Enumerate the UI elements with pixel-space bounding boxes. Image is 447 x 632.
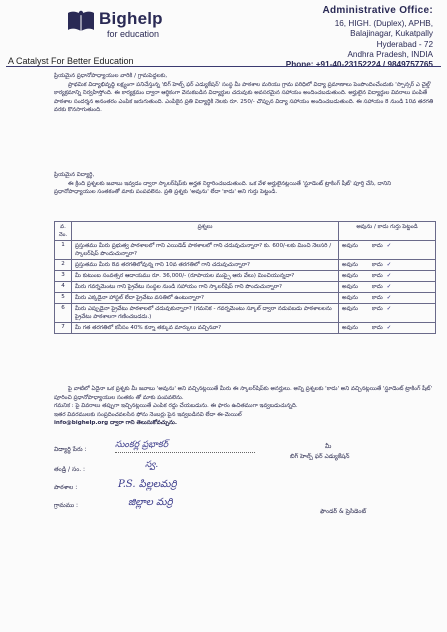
address-line-3: Hyderabad - 72 <box>376 39 433 49</box>
yes-option[interactable]: అవును <box>342 306 358 312</box>
question-text: మీ కుటుంబ సంవత్సర ఆదాయము రూ. 36,000/- (రూపాయల ముప్పై ఆరు వేలు) మించియున్నదా? <box>72 271 339 282</box>
warning-note: గమనిక : పై వివరాలు తప్పుగా ఇచ్చినట్లయితే ఎంపిక రద్దు చేయబడును. ఈ ఫారం ఉచితముగా ఇవ్వబడుచున్నది. <box>54 403 298 410</box>
closing-notes <box>54 385 436 428</box>
address-line-2: Balajinagar, Kukatpally <box>350 29 433 39</box>
question-text: మీరు గవర్నమెంటు గాని ప్రైవేటు సంస్థల నుండి సహాయం గాని స్కాలర్‌షిప్ గాని పొందుచున్నారా? <box>72 282 339 293</box>
founder-label: ఫౌండర్ & ప్రెసిడెంట్ <box>320 508 367 515</box>
question-text: మీరు ఎప్పుడైనా ప్రైవేటు పాఠశాలలో చదువుకున్నారా? (గమనిక - గవర్నమెంటు స్కూల్ ద్వారా నడుపబడు పాఠశాలలను ప్రైవేటు పాఠశాలగా గణించబడదు.) <box>72 304 339 323</box>
school-label: పాఠశాల : <box>54 484 78 491</box>
contact-note: ఇతర వివరములకు సంప్రదించవలసిన ఫోను నెంబర్లు పైన ఇవ్వబడినవి లేదా ఈ-మెయిల్ <box>54 411 242 418</box>
student-name-value[interactable]: సుంకర్ల ప్రభాకర్ <box>115 440 255 453</box>
answer-cell[interactable] <box>339 282 436 293</box>
brand-name: Bighelp <box>99 9 163 28</box>
row-number: 2 <box>55 260 72 271</box>
check-mark-icon: ✓ <box>386 284 392 290</box>
yes-option[interactable]: అవును <box>342 243 358 249</box>
brand-subtitle: for education <box>107 29 160 39</box>
check-mark-icon: ✓ <box>386 295 392 301</box>
phone-line: Phone: +91-40-23152224 / 9849757765 <box>285 60 433 70</box>
student-instructions <box>54 171 434 197</box>
village-value[interactable]: జిల్లాల మర్రి <box>128 497 173 508</box>
father-name-value[interactable]: స్వ. <box>145 460 159 470</box>
student-greeting: ప్రియమైన విద్యార్థి, <box>54 172 95 178</box>
eligibility-table <box>54 221 436 334</box>
table-row <box>55 241 436 260</box>
check-mark-icon: ✓ <box>386 273 392 279</box>
question-text: ప్రస్తుతము మీరు ప్రభుత్వ పాఠశాలలో గాని ఎయిడెడ్ పాఠశాలలో గాని చదువుచున్నారా? కు. 600/-లకు మించి నెలసరి / స్కాలర్‌షిప్ పొందుచున్నారా? <box>72 241 339 260</box>
header-questions: ప్రశ్నలు <box>72 222 339 241</box>
letter-intro <box>54 72 434 115</box>
header-answer: అవును / కాదు గుర్తు పెట్టండి <box>339 222 436 241</box>
school-value[interactable]: P.S. పిల్లలమర్రి <box>118 479 177 490</box>
answer-cell[interactable] <box>339 304 436 323</box>
instructions-paragraph: ఈ క్రింది ప్రశ్నలకు జవాబు ఇవ్వడం ద్వారా స్కాలర్‌షిప్‌కు అర్హత నిర్ధారించబడుతుంది. ఒక వేళ అర్హులైనట్లయితే 'స్టూడెంట్ ట్రాకింగ్ షీట్' పూర్తి చేసి, దానిని ప్రధానోపాధ్యాయుల సంతకంతో మాకు పంపవలెను. ప్రతి ప్రశ్నకు 'అవును' లేదా 'కాదు' అని గుర్తు పెట్టండి. <box>54 180 392 196</box>
yes-option[interactable]: అవును <box>342 273 358 279</box>
closing-for: మీ <box>325 443 332 450</box>
eligibility-note: పై వాటిలో ఏదైనా ఒక ప్రశ్నకు మీ జవాబు 'అవును' అని వచ్చినట్లయితే మీరు ఈ స్కాలర్‌షిప్‌కు అనర్హులు. అన్ని ప్రశ్నలకు 'కాదు' అని వచ్చినట్లయితే 'స్టూడెంట్ ట్రాకింగ్ షీట్' పూరించి ప్రధానోపాధ్యాయుల సంతకం తో మాకు పంపవలెను. <box>54 386 432 401</box>
office-title: Administrative Office: <box>322 5 433 16</box>
yes-option[interactable]: అవును <box>342 325 358 331</box>
answer-cell[interactable] <box>339 323 436 334</box>
header-serial: వ. నెం. <box>55 222 72 241</box>
yes-option[interactable]: అవును <box>342 262 358 268</box>
row-number: 3 <box>55 271 72 282</box>
table-header-row <box>55 222 436 241</box>
no-option[interactable]: కాదు <box>371 325 383 331</box>
table-row <box>55 304 436 323</box>
answer-cell[interactable] <box>339 241 436 260</box>
table-row <box>55 282 436 293</box>
no-option[interactable]: కాదు <box>371 306 383 312</box>
row-number: 5 <box>55 293 72 304</box>
org-signature-label: బిగ్ హెల్ప్ ఫర్ ఎడ్యుకేషన్ <box>290 453 350 460</box>
address-line-4: Andhra Pradesh, INDIA <box>347 49 433 59</box>
row-number: 7 <box>55 323 72 334</box>
yes-option[interactable]: అవును <box>342 295 358 301</box>
greeting: ప్రియమైన ప్రధానోపాధ్యాయుల వారికి / గ్రామపెద్దలకు, <box>54 73 168 79</box>
no-option[interactable]: కాదు <box>371 284 383 290</box>
email-line: info@bighelp.org ద్వారా గాని తెలుసుకోవచ్చును. <box>54 420 177 427</box>
no-option[interactable]: కాదు <box>371 243 383 249</box>
no-option[interactable]: కాదు <box>371 295 383 301</box>
answer-cell[interactable] <box>339 260 436 271</box>
table-row <box>55 271 436 282</box>
question-text: ప్రస్తుతము మీరు 8వ తరగతిలోవున్న గాని 10వ తరగతిలో గాని చదువుచున్నారా? <box>72 260 339 271</box>
answer-cell[interactable] <box>339 271 436 282</box>
table-row <box>55 293 436 304</box>
row-number: 4 <box>55 282 72 293</box>
answer-cell[interactable] <box>339 293 436 304</box>
tagline: A Catalyst For Better Education <box>8 56 134 66</box>
intro-paragraph: ప్రాథమిక విద్యాభివృద్ధి లక్ష్యంగా పనిచేస్తున్న 'బిగ్ హెల్ప్ ఫర్ ఎడ్యుకేషన్' సంస్థ మీ పాఠశాల మరియు గ్రామ పరిధిలో విద్యా ప్రమాణాలు పెంపొందించేందుకు 'స్పాన్సర్ ఎ చైల్డ్' కార్యక్రమాన్ని నిర్వహిస్తోంది. ఈ కార్యక్రమం ద్వారా ఆర్థికంగా వెనుకబడిన విద్యార్థుల చదువుకు అవసరమైన సహాయం అందించబడుతుంది. అర్హులైన విద్యార్థుల వివరాలు పంపితే పాఠశాల సందర్శన అనంతరం ఎంపిక జరుగుతుంది. ఎంపికైన ప్రతి విద్యార్థికి నెలకు రూ. 250/- చొప్పున విద్యా సహాయం అందించబడుతుంది. ఈ సహాయం 8 నుండి 10వ తరగతి వరకు కొనసాగుతుంది. <box>54 81 434 114</box>
no-option[interactable]: కాదు <box>371 273 383 279</box>
check-mark-icon: ✓ <box>386 262 392 268</box>
table-row <box>55 323 436 334</box>
father-name-label: తండ్రి / సం. : <box>54 466 86 473</box>
header-divider <box>6 66 441 67</box>
address-line-1: 16, HIGH. (Duplex), APHB, <box>334 19 433 29</box>
row-number: 1 <box>55 241 72 260</box>
yes-option[interactable]: అవును <box>342 284 358 290</box>
village-label: గ్రామము : <box>54 502 79 509</box>
check-mark-icon: ✓ <box>386 306 392 312</box>
office-address <box>233 6 433 70</box>
row-number: 6 <box>55 304 72 323</box>
question-text: మీరు ఎక్కడైనా హాస్టల్ లేదా ప్రైవేటు వసతిలో ఉంటున్నారా? <box>72 293 339 304</box>
table-row <box>55 260 436 271</box>
check-mark-icon: ✓ <box>386 325 392 331</box>
bighelp-logo <box>55 6 185 58</box>
open-book-icon <box>67 10 95 34</box>
student-name-label: విద్యార్థి పేరు : <box>54 446 87 453</box>
question-text: మీ గత తరగతిలో కనీసం 40% కన్నా తక్కువ మార్కులు వచ్చినవా? <box>72 323 339 334</box>
no-option[interactable]: కాదు <box>371 262 383 268</box>
check-mark-icon: ✓ <box>386 243 392 249</box>
